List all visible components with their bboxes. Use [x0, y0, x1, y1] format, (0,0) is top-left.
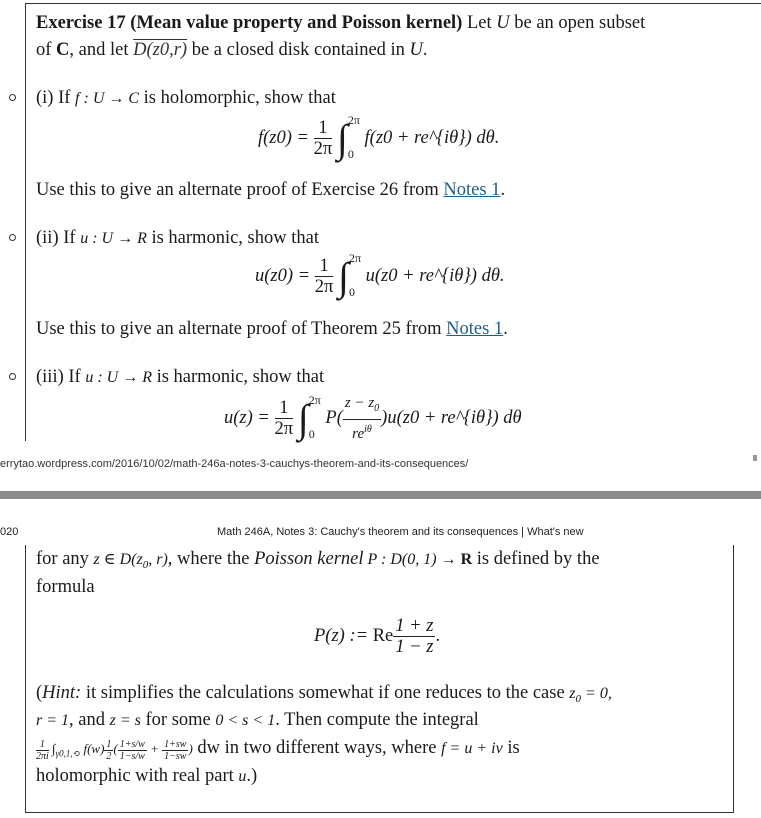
intro-period: . [422, 40, 428, 60]
intro-end: be a closed disk contained in [187, 40, 410, 60]
integral-limits: 2π 0 [347, 112, 360, 161]
part-ii-statement [36, 226, 319, 251]
part-ii-formula [255, 250, 505, 299]
part-ii-formula-lhs: u(z0) = [255, 265, 311, 286]
part-ii-lead: (ii) If [36, 228, 81, 248]
part-i-lead: (i) If [36, 88, 76, 108]
poisson-close: ) [381, 407, 388, 428]
hint-line1-text: it simplifies the calculations somewhat if one reduces to the case [81, 683, 570, 703]
hint-f-eq: f = u + iv [441, 740, 503, 757]
part-ii-tail: is harmonic, show that [146, 228, 319, 248]
continuation-line1 [36, 547, 600, 577]
part-iii-statement [36, 365, 324, 390]
hint-line1: (Hint: it simplifies the calculations somewhat if one reduces to the case $z_0 = 0$, [36, 683, 612, 706]
part-i-tail: is holomorphic, show that [139, 88, 336, 108]
hint-line4 [36, 764, 257, 789]
hint-label: Hint: [42, 683, 82, 703]
cont-prefix: for any [36, 549, 94, 569]
hint-line2-for: for some [140, 710, 216, 730]
intro-line2 [36, 38, 428, 62]
cont-math-z-in-D: z ∈ $D(z_0$, r) [93, 551, 168, 572]
integral-limits-iii: 2π 0 [308, 392, 321, 441]
hint-line3 [36, 736, 520, 766]
hint-line3-end: is [502, 738, 520, 758]
continuation-line2: formula [36, 577, 95, 597]
intro-part1: Let [462, 13, 497, 33]
part-iii-lead: (iii) If [36, 367, 86, 387]
page-header-title: Math 246A, Notes 3: Cauchy's theorem and its consequences | What's new [217, 526, 584, 538]
hint-s-range: 0 < s < 1 [215, 712, 276, 729]
part-i-formula-rhs: f(z0 + re^{iθ}) dθ. [364, 127, 500, 148]
part-ii-math: u : U → R [80, 230, 147, 247]
integral-sign-iii: ∫ [297, 395, 309, 441]
intro-U: U [496, 13, 510, 33]
part-iii-formula-lhs: u(z) = [224, 407, 270, 428]
integral-limits-ii: 2π 0 [348, 250, 362, 299]
page-header-left: 020 [0, 526, 19, 538]
page-divider [0, 491, 761, 499]
part-ii-formula-rhs: u(z0 + re^{iθ}) dθ. [365, 265, 505, 286]
intro-of: of [36, 40, 57, 60]
part-i-followup-suffix: . [500, 180, 506, 200]
bullet-i [9, 94, 16, 101]
part-ii-followup [36, 317, 508, 341]
hint-case-z0: $z_0 = 0$, [569, 685, 612, 706]
hint-r-eq-1: r = 1 [36, 712, 70, 729]
footer-url[interactable]: errytao.wordpress.com/2016/10/02/math-246a-notes-3-cauchys-theorem-and-its-consequences/ [0, 458, 469, 470]
hint-line4-end: .) [246, 766, 258, 786]
integral-sign-ii: ∫ [337, 253, 349, 299]
hint-line2-mid: , and [69, 710, 110, 730]
intro-rest: , and let [69, 40, 134, 60]
integral-sign: ∫ [336, 115, 348, 161]
poisson-P: P( [325, 407, 343, 428]
fraction-one-over-2pi-ii: $\frac{1}{2\pi}$ [314, 256, 334, 297]
notes-1-link-ii[interactable]: Notes 1 [446, 319, 504, 339]
fraction-z-minus-z0-over-re: $\frac{z - z_0}{re^{i\theta}}$ [344, 395, 380, 442]
hint-line2 [36, 708, 479, 733]
hint-line3-mid: dw in two different ways, where [192, 738, 442, 758]
hint-line4-text: holomorphic with real part [36, 766, 239, 786]
part-iii-formula-rhs: u(z0 + re^{iθ}) dθ [387, 407, 522, 428]
part-i-formula-lhs: f(z0) = [258, 127, 310, 148]
poisson-formula-lhs: P(z) := [314, 625, 373, 646]
bullet-ii [9, 234, 16, 241]
cont-suffix: , where the [167, 549, 255, 569]
poisson-fraction: $\frac{1 + z}{1 - z}$ [395, 616, 434, 657]
poisson-period: . [435, 625, 441, 646]
scroll-marker [753, 455, 757, 461]
fraction-one-over-2pi-iii: $\frac{1}{2\pi}$ [274, 398, 294, 439]
intro-U2: U [409, 40, 423, 60]
poisson-formula [314, 616, 440, 657]
part-i-followup [36, 178, 505, 202]
part-iii-tail: is harmonic, show that [151, 367, 325, 387]
part-iii-math: u : U → R [85, 369, 152, 386]
bullet-iii [9, 373, 16, 380]
part-i-statement [36, 86, 336, 111]
part-ii-followup-suffix: . [503, 319, 508, 339]
hint-integral-expr: $\frac{1}{2\pi i}$ $\int_{\gamma 0,1,⟲}$ f(w) $\frac{1}{2}$ ( $\frac{1+s/w}{1-s/w}$ + $\frac{1+sw}{1-sw}$ ) [36, 738, 193, 762]
intro-part2: be an open subset [509, 13, 646, 33]
part-i-formula [258, 112, 500, 161]
fraction-one-over-2pi: $\frac{1}{2\pi}$ [313, 118, 333, 159]
intro-C: C [56, 40, 70, 60]
exercise-title: Exercise 17 (Mean value property and Poisson kernel) [36, 13, 463, 33]
hint-line2-end: . Then compute the integral [275, 710, 479, 730]
poisson-formula-re: Re [372, 625, 394, 646]
hint-z-eq-s: z = s [109, 712, 141, 729]
part-i-followup-text: Use this to give an alternate proof of Exercise 26 from [36, 180, 444, 200]
cont-math-P-def: P : D(0, 1) → R [363, 551, 473, 568]
hint-u: u [238, 768, 247, 785]
intro-disk: D(z0,r) [133, 40, 188, 60]
part-iii-formula [224, 393, 522, 444]
exercise-title-line [36, 11, 645, 35]
notes-1-link-i[interactable]: Notes 1 [443, 180, 501, 200]
part-ii-followup-text: Use this to give an alternate proof of Theorem 25 from [36, 319, 447, 339]
part-i-math: f : U → C [75, 90, 140, 107]
poisson-kernel-term: Poisson kernel [254, 549, 364, 569]
cont-tail: is defined by the [472, 549, 600, 569]
